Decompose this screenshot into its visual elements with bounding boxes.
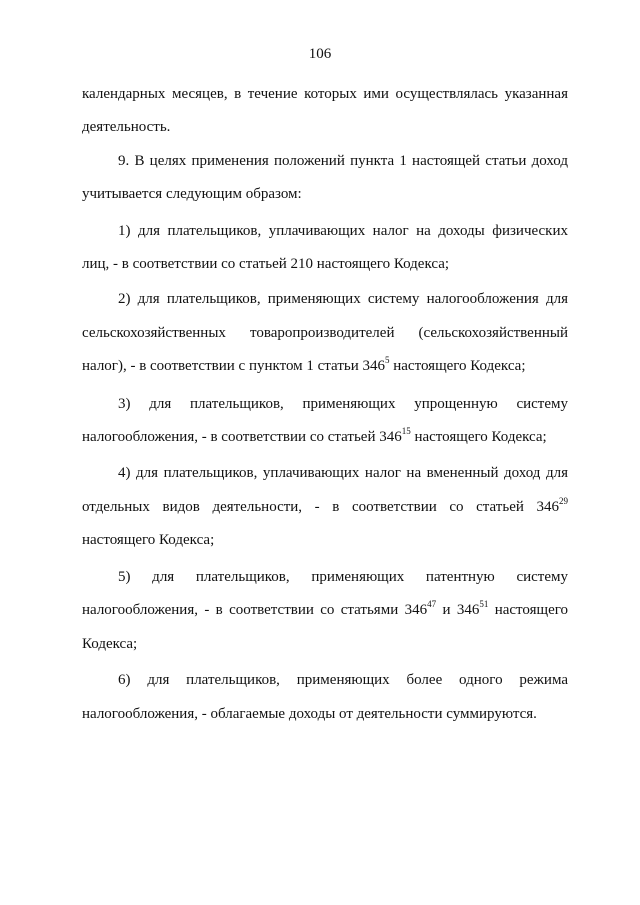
text-line: настоящего Кодекса; [82,532,215,548]
text-line: 2) для плательщиков, применяющих систему налогообложения для [118,291,568,307]
text-line: налогообложения, - облагаемые доходы от деятельности суммируются. [82,706,537,722]
superscript: 15 [401,426,411,436]
superscript: 29 [559,496,568,506]
text-line: учитывается следующим образом: [82,186,302,202]
text-line: 9. В целях применения положений пункта 1 настоящей статьи доход [118,153,568,169]
text-run: налогообложения, - в соответствии со статьей 346 [82,429,402,445]
text-run: налог), - в соответствии с пунктом 1 статьи 346 [82,358,385,374]
superscript: 51 [479,599,489,609]
text-run: отдельных видов деятельности, - в соответствии со статьей 346 [82,499,559,515]
text-run: настоящего Кодекса; [410,429,547,445]
text-line: 5) для плательщиков, применяющих патентную систему [118,569,568,585]
text-line: Кодекса; [82,636,138,652]
text-run: и 346 [436,602,480,618]
text-line: 6) для плательщиков, применяющих более одного режима [118,672,568,688]
text-run: настоящего [488,602,569,618]
text-run: настоящего Кодекса; [389,358,526,374]
text-line: деятельность. [82,119,171,135]
text-line: 1) для плательщиков, уплачивающих налог на доходы физических [118,223,568,239]
text-line: 3) для плательщиков, применяющих упрощенную систему [118,396,568,412]
superscript: 5 [385,355,390,365]
text-line: календарных месяцев, в течение которых ими осуществлялась указанная [82,86,568,102]
superscript: 47 [427,599,437,609]
text-line [82,601,568,619]
text-line [82,498,568,516]
text-line: сельскохозяйственных товаропроизводителей (сельскохозяйственный [82,325,568,341]
text-run: налогообложения, - в соответствии со статьями 346 [82,602,428,618]
page-number: 106 [308,46,332,62]
text-line [82,428,568,446]
text-line: лиц, - в соответствии со статьей 210 настоящего Кодекса; [82,256,450,272]
text-line [82,357,568,375]
text-line: 4) для плательщиков, уплачивающих налог на вмененный доход для [118,465,568,481]
